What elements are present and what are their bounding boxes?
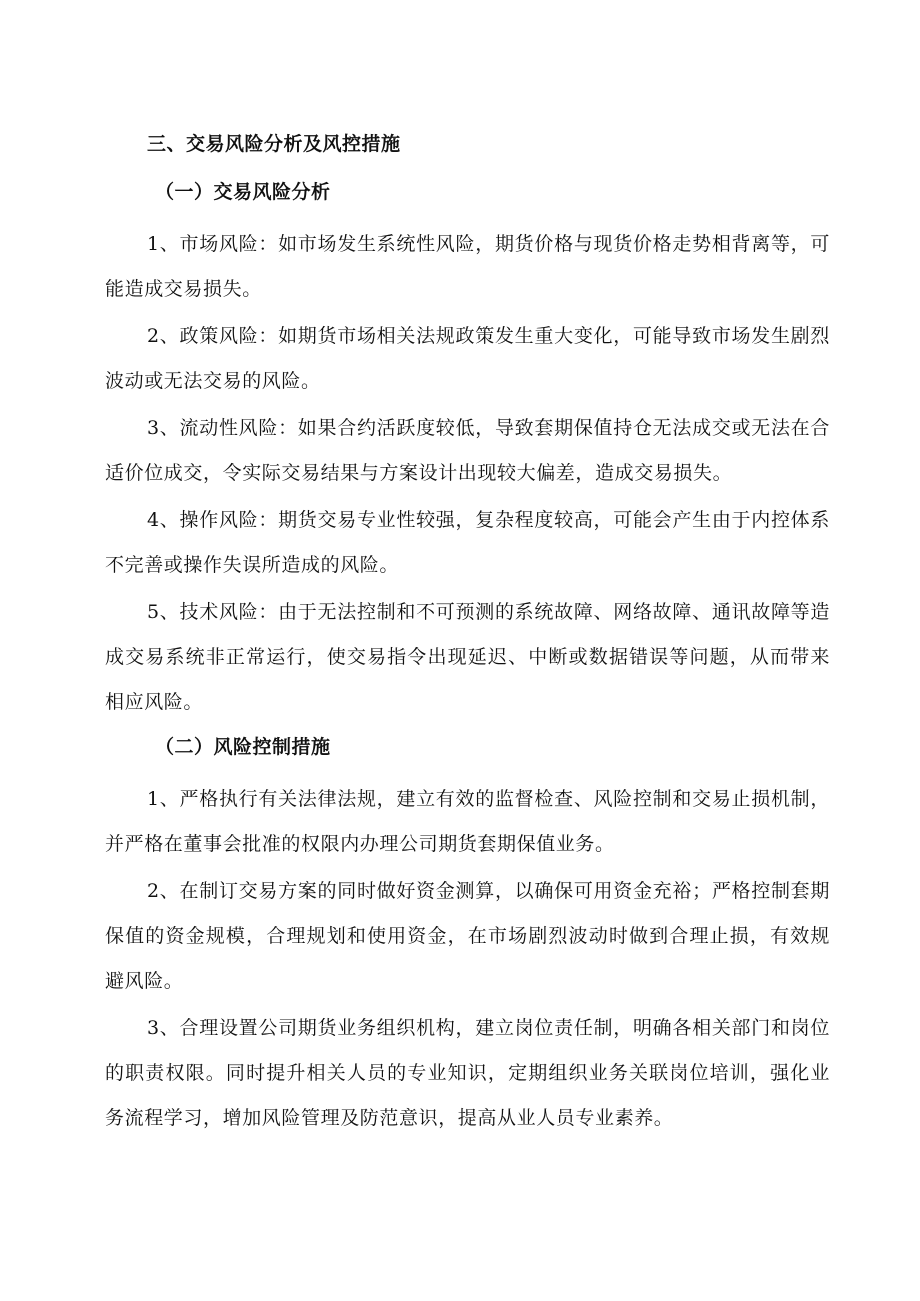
risk-analysis-item-market: 1、市场风险：如市场发生系统性风险，期货价格与现货价格走势相背离等，可能造成交易损失。 [105, 233, 830, 300]
risk-analysis-heading: （一）交易风险分析 [155, 181, 331, 203]
risk-analysis-item-operation: 4、操作风险：期货交易专业性较强，复杂程度较高，可能会产生由于内控体系不完善或操作失误所造成的风险。 [105, 509, 830, 576]
section-title: 三、交易风险分析及风控措施 [147, 133, 401, 155]
risk-control-item-funding: 2、在制订交易方案的同时做好资金测算，以确保可用资金充裕；严格控制套期保值的资金规模，合理规划和使用资金，在市场剧烈波动时做到合理止损，有效规避风险。 [105, 880, 830, 992]
risk-control-heading: （二）风险控制措施 [155, 736, 331, 758]
document-body [105, 126, 830, 1143]
risk-analysis-item-liquidity: 3、流动性风险：如果合约活跃度较低，导致套期保值持仓无法成交或无法在合适价位成交，令实际交易结果与方案设计出现较大偏差，造成交易损失。 [105, 417, 830, 484]
risk-analysis-item-policy: 2、政策风险：如期货市场相关法规政策发生重大变化，可能导致市场发生剧烈波动或无法交易的风险。 [105, 325, 830, 392]
risk-control-item-organization: 3、合理设置公司期货业务组织机构，建立岗位责任制，明确各相关部门和岗位的职责权限。同时提升相关人员的专业知识，定期组织业务关联岗位培训，强化业务流程学习，增加风险管理及防范意识，提高从业人员专业素养。 [105, 1017, 830, 1129]
risk-control-item-compliance: 1、严格执行有关法律法规，建立有效的监督检查、风险控制和交易止损机制，并严格在董事会批准的权限内办理公司期货套期保值业务。 [105, 788, 830, 855]
risk-analysis-item-technology: 5、技术风险：由于无法控制和不可预测的系统故障、网络故障、通讯故障等造成交易系统非正常运行，使交易指令出现延迟、中断或数据错误等问题，从而带来相应风险。 [105, 601, 830, 713]
